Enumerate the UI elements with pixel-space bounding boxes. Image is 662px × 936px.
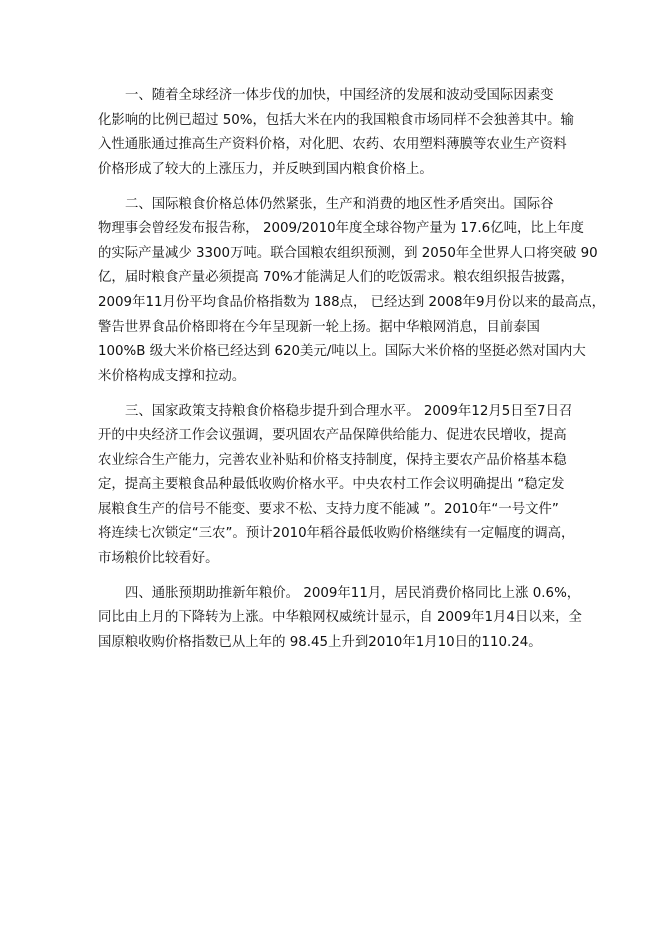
paragraph-line: 同比由上月的下降转为上涨。中华粮网权威统计显示，自 2009年1月4日以来，全 — [98, 610, 582, 626]
paragraph-line: 100%B 级大米价格已经达到 620美元/吨以上。国际大米价格的坚挺必然对国内大 — [98, 344, 586, 360]
paragraph-line: 将连续七次锁定“三农”。预计2010年稻谷最低收购价格继续有一定幅度的调高， — [98, 526, 575, 542]
paragraph-line: 展粮食生产的信号不能变、要求不松、支持力度不能减 ”。2010年“一号文件” — [98, 501, 559, 517]
paragraph-line: 定，提高主要粮食品种最低收购价格水平。中央农村工作会议明确提出 “稳定发 — [98, 477, 565, 493]
paragraph-line: 国原粮收购价格指数已从上年的 98.45上升到2010年1月10日的110.24。 — [98, 635, 542, 651]
paragraph-4 — [98, 582, 580, 656]
paragraph-3 — [98, 400, 580, 572]
paragraph-line: 亿，届时粮食产量必须提高 70%才能满足人们的吃饭需求。粮农组织报告披露， — [98, 270, 574, 286]
document-body — [98, 84, 605, 656]
paragraph-line: 警告世界食品价格即将在今年呈现新一轮上扬。据中华粮网消息，目前泰国 — [98, 319, 540, 335]
paragraph-1 — [98, 84, 580, 182]
paragraph-line: 四、通胀预期助推新年粮价。 2009年11月，居民消费价格同比上涨 0.6%， — [125, 585, 581, 601]
paragraph-line: 开的中央经济工作会议强调，要巩固农产品保障供给能力、促进农民增收，提高 — [98, 428, 567, 444]
paragraph-2 — [98, 193, 605, 390]
paragraph-line: 二、国际粮食价格总体仍然紧张，生产和消费的地区性矛盾突出。国际谷 — [125, 196, 554, 212]
paragraph-line: 市场粮价比较看好。 — [98, 551, 219, 567]
paragraph-line: 米价格构成支撑和拉动。 — [98, 368, 246, 384]
paragraph-line: 2009年11月份平均食品价格指数为 188点， 已经达到 2008年9月份以来的最高点， — [98, 294, 605, 310]
paragraph-line: 物理事会曾经发布报告称， 2009/2010年度全球谷物产量为 17.6亿吨，比上年度 — [98, 221, 584, 237]
paragraph-line: 的实际产量减少 3300万吨。联合国粮农组织预测，到 2050年全世界人口将突破 90 — [98, 245, 598, 261]
paragraph-line: 化影响的比例已超过 50%，包括大米在内的我国粮食市场同样不会独善其中。输 — [98, 112, 574, 128]
paragraph-line: 农业综合生产能力，完善农业补贴和价格支持制度，保持主要农产品价格基本稳 — [98, 452, 567, 468]
paragraph-line: 一、随着全球经济一体步伐的加快，中国经济的发展和波动受国际因素变 — [125, 88, 554, 103]
paragraph-line: 价格形成了较大的上涨压力，并反映到国内粮食价格上。 — [98, 161, 433, 177]
paragraph-line: 三、国家政策支持粮食价格稳步提升到合理水平。 2009年12月5日至7日召 — [125, 403, 573, 419]
paragraph-line: 入性通胀通过推高生产资料价格，对化肥、农药、农用塑料薄膜等农业生产资料 — [98, 137, 567, 153]
